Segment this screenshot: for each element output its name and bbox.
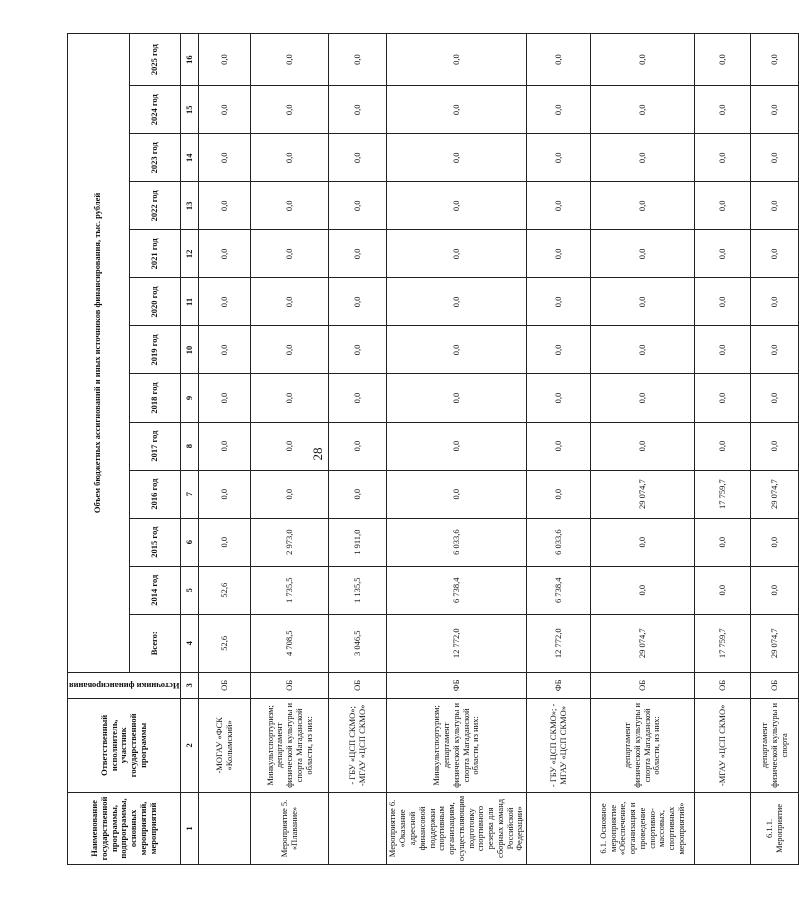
total-value-cell: 12 772,0 [527,614,591,672]
year-value-cell: 1 911,0 [329,518,387,566]
source-cell: ОБ [329,672,387,698]
program-name-cell [527,792,591,864]
year-value-cell: 0,0 [251,86,329,134]
year-value-cell: 1 135,5 [329,566,387,614]
header-year: 2018 год [129,374,181,422]
year-value-cell: 6 033,6 [527,518,591,566]
year-value-cell: 0,0 [387,182,527,230]
year-value-cell: 0,0 [199,518,251,566]
column-number: 11 [181,278,199,326]
year-value-cell: 0,0 [527,182,591,230]
program-name-cell: 6.1. Основное мероприятие «Обеспечение, организация и проведение спортивно-массовых, спортивных мероприятий» [591,792,695,864]
year-value-cell: 0,0 [695,326,751,374]
year-value-cell: 0,0 [695,230,751,278]
year-value-cell: 0,0 [251,374,329,422]
year-value-cell: 0,0 [695,34,751,86]
table-row [251,34,329,865]
year-value-cell: 0,0 [199,86,251,134]
table-row [329,34,387,865]
total-value-cell: 4 708,5 [251,614,329,672]
year-value-cell: 0,0 [591,278,695,326]
source-cell: ОБ [591,672,695,698]
header-year: 2015 год [129,518,181,566]
header-total: Всего: [129,614,181,672]
header-year: 2016 год [129,470,181,518]
table-row [591,34,695,865]
column-number: 10 [181,326,199,374]
year-value-cell: 0,0 [527,230,591,278]
year-value-cell: 0,0 [329,326,387,374]
year-value-cell: 0,0 [251,230,329,278]
total-value-cell: 52,6 [199,614,251,672]
program-name-cell [329,792,387,864]
year-value-cell: 0,0 [527,134,591,182]
year-value-cell: 0,0 [199,470,251,518]
year-value-cell: 0,0 [387,374,527,422]
total-value-cell: 29 074,7 [751,614,799,672]
program-name-cell [695,792,751,864]
year-value-cell: 0,0 [751,326,799,374]
year-value-cell: 0,0 [387,230,527,278]
header-financing-group: Объем бюджетных ассигнований и иных источников финансирования, тыс. рублей [68,34,130,673]
year-value-cell: 0,0 [751,134,799,182]
table-row [199,34,251,865]
year-value-cell: 2 973,0 [251,518,329,566]
year-value-cell: 0,0 [387,326,527,374]
total-value-cell: 3 046,5 [329,614,387,672]
column-number: 16 [181,34,199,86]
header-year: 2023 год [129,134,181,182]
column-number: 12 [181,230,199,278]
table-row [751,34,799,865]
column-number: 8 [181,422,199,470]
source-cell: ОБ [199,672,251,698]
total-value-cell: 12 772,0 [387,614,527,672]
column-number: 1 [181,792,199,864]
year-value-cell: 0,0 [527,278,591,326]
year-value-cell: 0,0 [387,278,527,326]
year-value-cell: 0,0 [751,34,799,86]
year-value-cell: 0,0 [695,374,751,422]
column-number: 9 [181,374,199,422]
total-value-cell: 17 759,7 [695,614,751,672]
year-value-cell: 0,0 [251,182,329,230]
year-value-cell: 0,0 [251,422,329,470]
year-value-cell: 0,0 [251,326,329,374]
executor-cell: - ГБУ «ЦСП СКМО»; - МГАУ «ЦСП СКМО» [527,698,591,792]
year-value-cell: 0,0 [591,518,695,566]
year-value-cell: 0,0 [751,518,799,566]
column-number: 14 [181,134,199,182]
executor-cell: - ГБУ «ЦСП СКМО»; -МГАУ «ЦСП СКМО» [329,698,387,792]
year-value-cell: 0,0 [751,278,799,326]
year-value-cell: 0,0 [527,422,591,470]
year-value-cell: 17 759,7 [695,470,751,518]
year-value-cell: 0,0 [695,182,751,230]
year-value-cell: 0,0 [591,566,695,614]
program-name-cell: 6.1.1. Мероприятие [751,792,799,864]
header-year: 2021 год [129,230,181,278]
table-row [387,34,527,865]
column-number: 5 [181,566,199,614]
year-value-cell: 0,0 [199,182,251,230]
column-number: 3 [181,672,199,698]
executor-cell: -МГАУ «ЦСП СКМО» [695,698,751,792]
year-value-cell: 0,0 [251,34,329,86]
header-source [68,672,181,698]
header-executor: Ответственный исполнитель, участник государственной программы [68,698,181,792]
executor-cell: департамент физической культуры и спорта [751,698,799,792]
year-value-cell: 0,0 [751,422,799,470]
year-value-cell: 0,0 [591,422,695,470]
program-name-cell [199,792,251,864]
year-value-cell: 1 735,5 [251,566,329,614]
year-value-cell: 0,0 [527,326,591,374]
total-value-cell: 29 074,7 [591,614,695,672]
year-value-cell: 0,0 [329,134,387,182]
header-year: 2024 год [129,86,181,134]
header-source-text: Источники финансирования [69,681,180,692]
year-value-cell: 0,0 [329,34,387,86]
year-value-cell: 0,0 [199,326,251,374]
source-cell: ФБ [387,672,527,698]
year-value-cell: 0,0 [329,278,387,326]
year-value-cell: 0,0 [251,278,329,326]
column-number: 4 [181,614,199,672]
year-value-cell: 0,0 [387,34,527,86]
financing-table [67,33,799,865]
year-value-cell: 0,0 [527,86,591,134]
header-year: 2025 год [129,34,181,86]
year-value-cell: 0,0 [591,86,695,134]
header-program-name: Наименование государственной программы, подпрограммы, основных мероприятий, мероприятий [68,792,181,864]
header-year: 2020 год [129,278,181,326]
column-numbering-row [181,34,199,865]
year-value-cell: 0,0 [387,86,527,134]
year-value-cell: 29 074,7 [591,470,695,518]
year-value-cell: 0,0 [387,134,527,182]
year-value-cell: 0,0 [329,422,387,470]
executor-cell: Минкультспортуризм; департамент физической культуры и спорта Магаданской области, из них: [251,698,329,792]
column-number: 2 [181,698,199,792]
year-value-cell: 0,0 [199,422,251,470]
year-value-cell: 6 738,4 [527,566,591,614]
year-value-cell: 0,0 [695,566,751,614]
year-value-cell: 0,0 [591,182,695,230]
year-value-cell: 0,0 [329,182,387,230]
year-value-cell: 0,0 [329,470,387,518]
column-number: 6 [181,518,199,566]
year-value-cell: 0,0 [695,518,751,566]
year-value-cell: 0,0 [199,134,251,182]
header-year: 2017 год [129,422,181,470]
year-value-cell: 0,0 [751,374,799,422]
executor-cell: департамент физической культуры и спорта Магаданской области, из них: [591,698,695,792]
year-value-cell: 0,0 [751,230,799,278]
table-row [527,34,591,865]
year-value-cell: 0,0 [251,134,329,182]
year-value-cell: 0,0 [199,34,251,86]
year-value-cell: 0,0 [387,470,527,518]
year-value-cell: 0,0 [591,134,695,182]
year-value-cell: 0,0 [329,230,387,278]
source-cell: ОБ [251,672,329,698]
page-number: 28 [310,447,325,461]
header-year: 2014 год [129,566,181,614]
year-value-cell: 0,0 [527,374,591,422]
year-value-cell: 0,0 [251,470,329,518]
year-value-cell: 0,0 [591,326,695,374]
executor-cell: -МОГАУ «ФСК «Колымский» [199,698,251,792]
header-year: 2019 год [129,326,181,374]
source-cell: ОБ [751,672,799,698]
year-value-cell: 0,0 [199,230,251,278]
year-value-cell: 0,0 [695,86,751,134]
year-value-cell: 0,0 [527,470,591,518]
column-number: 13 [181,182,199,230]
year-value-cell: 0,0 [591,34,695,86]
year-value-cell: 0,0 [695,134,751,182]
year-value-cell: 0,0 [751,566,799,614]
executor-cell: Минкультспортуризм; департамент физической культуры и спорта Магаданской области, из них: [387,698,527,792]
table-row [695,34,751,865]
year-value-cell: 0,0 [329,86,387,134]
year-value-cell: 52,6 [199,566,251,614]
year-value-cell: 0,0 [387,422,527,470]
year-value-cell: 0,0 [329,374,387,422]
year-value-cell: 6 738,4 [387,566,527,614]
column-number: 15 [181,86,199,134]
year-value-cell: 6 033,6 [387,518,527,566]
year-value-cell: 0,0 [591,230,695,278]
header-year: 2022 год [129,182,181,230]
source-cell: ФБ [527,672,591,698]
year-value-cell: 0,0 [751,86,799,134]
year-value-cell: 0,0 [695,422,751,470]
column-number: 7 [181,470,199,518]
year-value-cell: 0,0 [199,374,251,422]
year-value-cell: 0,0 [527,34,591,86]
program-name-cell: Мероприятие 5. «Плавание» [251,792,329,864]
source-cell: ОБ [695,672,751,698]
year-value-cell: 0,0 [591,374,695,422]
year-value-cell: 0,0 [695,278,751,326]
year-value-cell: 0,0 [751,182,799,230]
year-value-cell: 0,0 [199,278,251,326]
program-name-cell: Мероприятие 6. «Оказание адресной финансовой поддержки спортивным организациям, осуществляющим подготовку спортивного резерва для сборных команд Российской Федерации» [387,792,527,864]
year-value-cell: 29 074,7 [751,470,799,518]
rotated-page [67,33,789,865]
